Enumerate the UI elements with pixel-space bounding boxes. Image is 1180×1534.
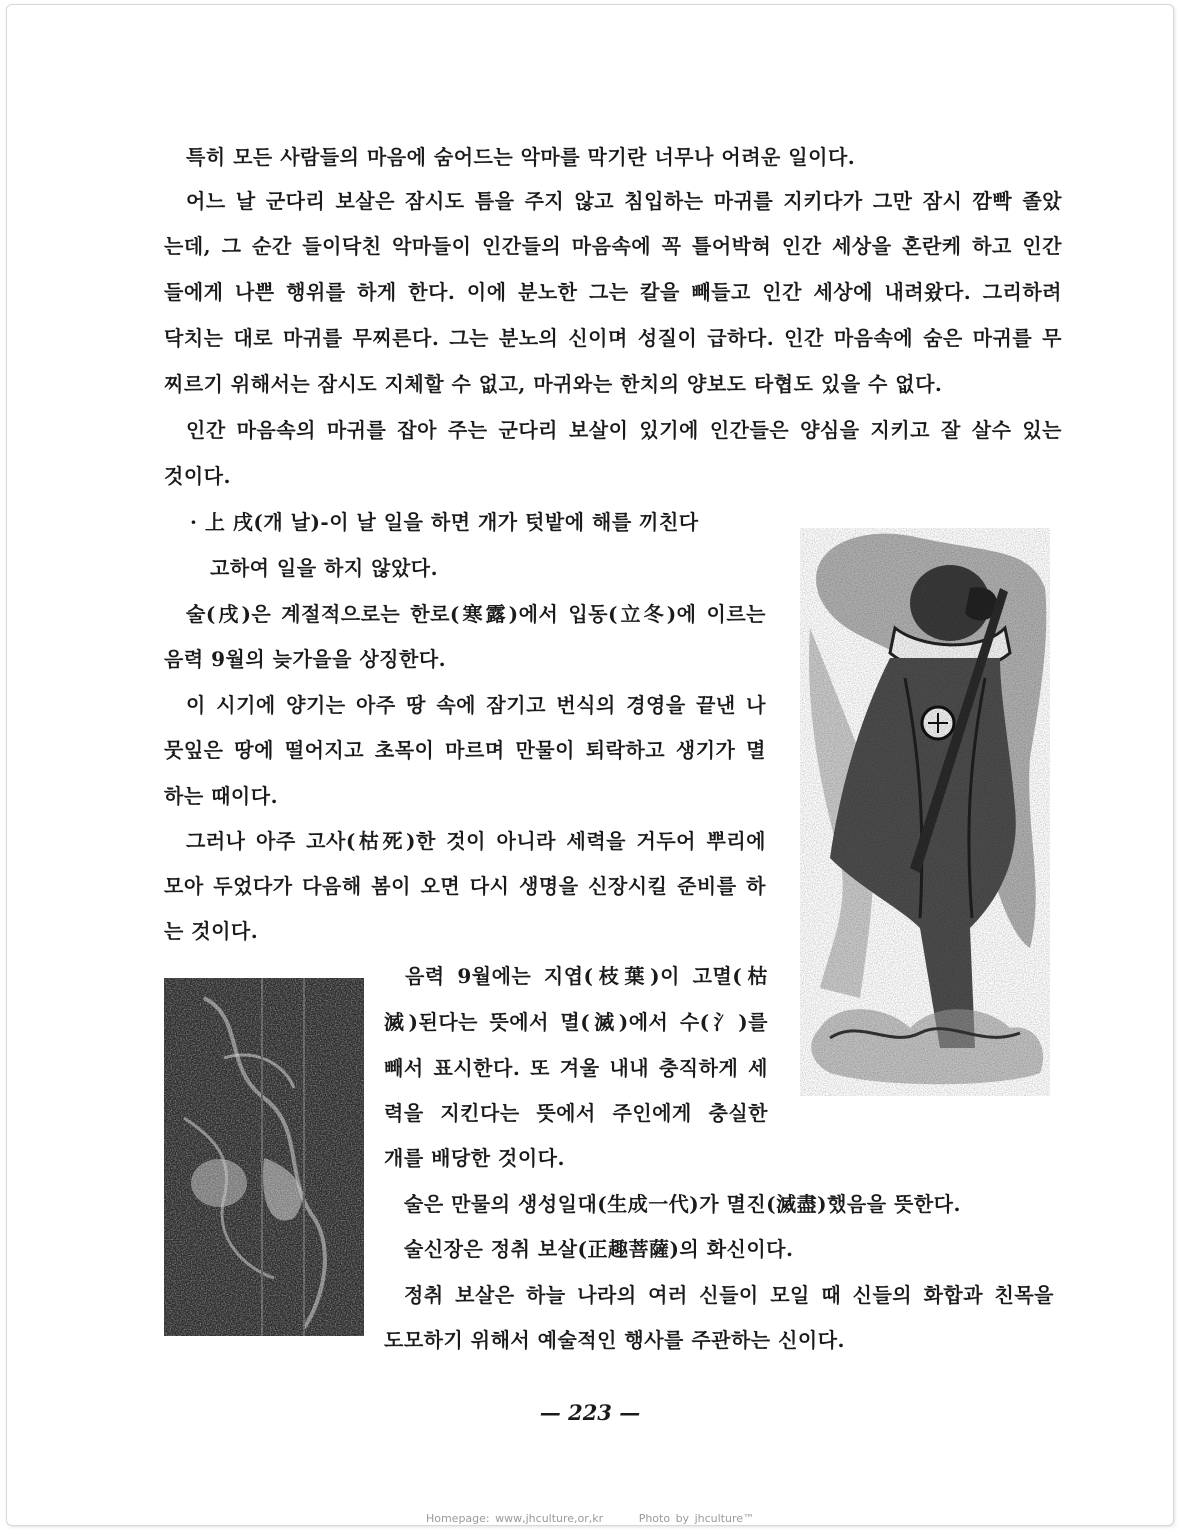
text-line: 도모하기 위해서 예술적인 행사를 주관하는 신이다. [384, 1328, 845, 1352]
text-line: 인간 마음속의 마귀를 잡아 주는 군다리 보살이 있기에 인간들은 양심을 지키고 잘 살수 있는 [186, 418, 1062, 442]
text-line: 개를 배당한 것이다. [384, 1146, 565, 1170]
page-number: — 223 — [539, 1400, 641, 1425]
text-line: 어느 날 군다리 보살은 잠시도 틈을 주지 않고 침입하는 마귀를 지키다가 그만 잠시 깜빡 졸았 [186, 189, 1062, 213]
text-line: 찌르기 위해서는 잠시도 지체할 수 없고, 마귀와는 한치의 양보도 타협도 있을 수 없다. [164, 372, 943, 396]
text-line: 모아 두었다가 다음해 봄이 오면 다시 생명을 신장시킬 준비를 하 [164, 874, 766, 898]
bullet-line: 고하여 일을 하지 않았다. [210, 556, 439, 580]
text-line: 滅)된다는 뜻에서 멸(滅)에서 수(氵)를 [384, 1010, 768, 1034]
text-line: 음력 9월의 늦가을을 상징한다. [164, 647, 447, 671]
text-line: 정취 보살은 하늘 나라의 여러 신들이 모일 때 신들의 화합과 친목을 [404, 1283, 1054, 1307]
text-line: 들에게 나쁜 행위를 하게 한다. 이에 분노한 그는 칼을 빼들고 인간 세상에 내려왔다. 그리하려 [164, 280, 1062, 304]
text-line: 그러나 아주 고사(枯死)한 것이 아니라 세력을 거두어 뿌리에 [186, 829, 766, 853]
text-line: 술(戌)은 계절적으로는 한로(寒露)에서 입동(立冬)에 이르는 [186, 602, 766, 626]
text-line: 술신장은 정취 보살(正趣菩薩)의 화신이다. [404, 1237, 794, 1261]
deity-illustration [800, 528, 1050, 1096]
text-line: 하는 때이다. [164, 784, 279, 808]
footer-homepage: Homepage: www,jhculture,or,kr [425, 1512, 604, 1525]
text-line: 것이다. [164, 464, 231, 488]
text-line: 이 시기에 양기는 아주 땅 속에 잠기고 번식의 경영을 끝낸 나 [186, 693, 766, 717]
text-line: 특히 모든 사람들의 마음에 숨어드는 악마를 막기란 너무나 어려운 일이다. [186, 145, 856, 169]
text-line: 뭇잎은 땅에 떨어지고 초목이 마르며 만물이 퇴락하고 생기가 멸 [164, 738, 766, 762]
text-line: 음력 9월에는 지엽(枝葉)이 고멸(枯 [405, 964, 768, 988]
bullet-line: · 上 戌(개 날)-이 날 일을 하면 개가 텃밭에 해를 끼친다 [190, 510, 699, 534]
text-line: 력을 지킨다는 뜻에서 주인에게 충실한 [384, 1101, 768, 1125]
text-line: 는 것이다. [164, 919, 259, 943]
footer-photo-credit: Photo by jhculture™ [638, 1512, 755, 1525]
rubbing-illustration [164, 978, 364, 1336]
text-line: 닥치는 대로 마귀를 무찌른다. 그는 분노의 신이며 성질이 급하다. 인간 마음속에 숨은 마귀를 무 [164, 326, 1062, 350]
text-line: 술은 만물의 생성일대(生成一代)가 멸진(滅盡)했음을 뜻한다. [404, 1192, 961, 1216]
footer [0, 1512, 1180, 1525]
text-line: 빼서 표시한다. 또 겨울 내내 충직하게 세 [384, 1056, 768, 1080]
text-line: 는데, 그 순간 들이닥친 악마들이 인간들의 마음속에 꼭 틀어박혀 인간 세상을 혼란케 하고 인간 [164, 234, 1062, 258]
